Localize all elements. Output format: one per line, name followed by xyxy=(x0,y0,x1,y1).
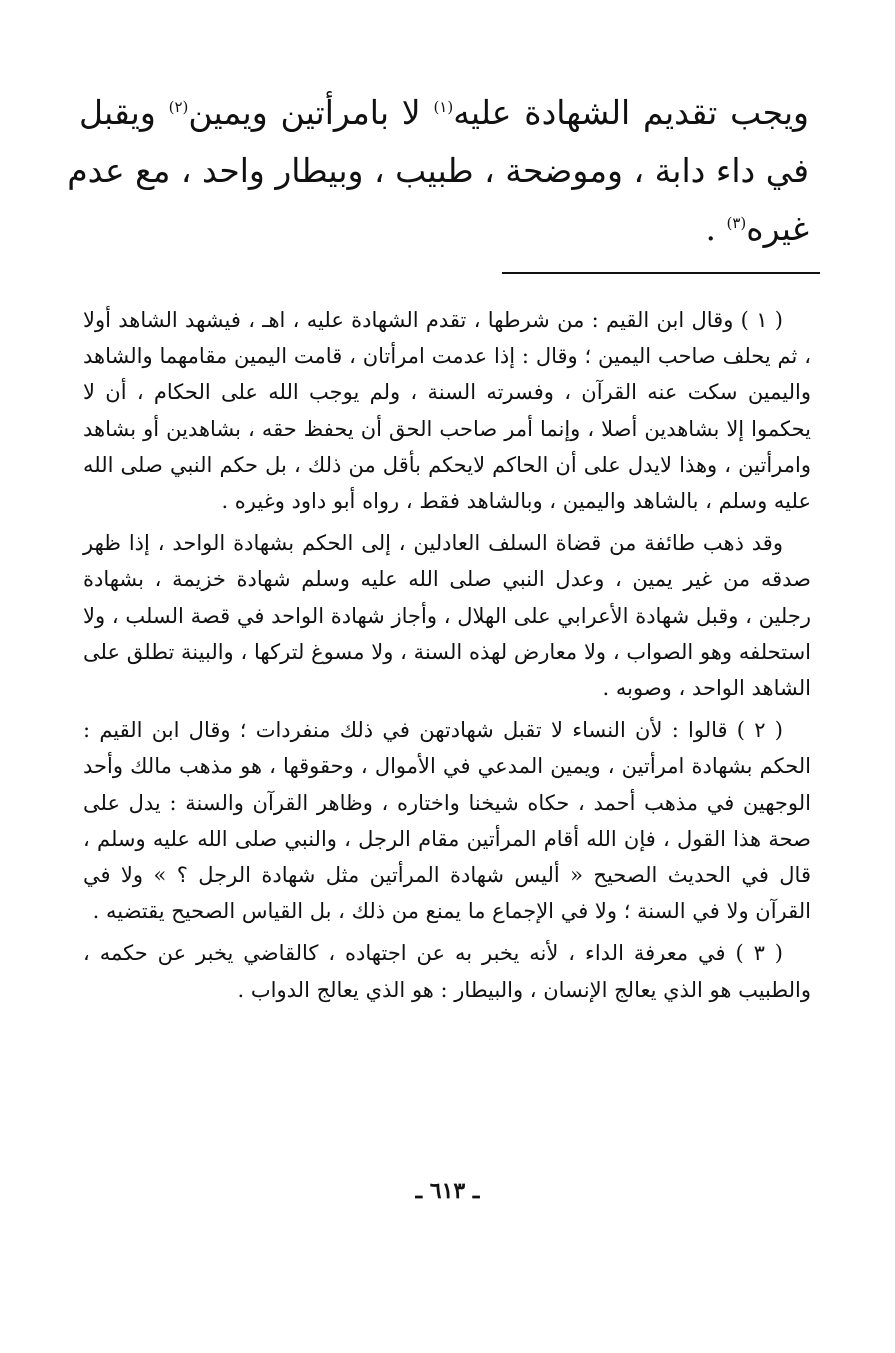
main-text-segment: غيره xyxy=(746,209,809,248)
main-text-segment: ويقبل xyxy=(79,93,169,132)
footnote-2: ( ٢ ) قالوا : لأن النساء لا تقبل شهادتهن في ذلك منفردات ؛ وقال ابن القيم : الحكم بشهادة امرأتين ، ويمين المدعي في الأموال ، وحقوقها ، هو مذهب مالك وأحد الوجهين في مذهب أحمد ، حكاه شيخنا واختاره ، وظاهر القرآن والسنة : يدل على صحة هذا القول ، فإن الله أقام المرأتين مقام الرجل ، والنبي صلى الله عليه وسلم ، قال في الحديث الصحيح « أليس شهادة المرأتين مثل شهادة الرجل ؟ » ولا في القرآن ولا في السنة ؛ ولا في الإجماع ما يمنع من ذلك ، بل القياس الصحيح يقتضيه . xyxy=(83,718,811,924)
main-text-block xyxy=(67,84,809,258)
footnotes-block xyxy=(83,302,811,1014)
footnote-marker-2: (٢) xyxy=(168,98,189,116)
main-text-segment: . xyxy=(705,209,727,248)
main-text-line-2: في داء دابة ، وموضحة ، طبيب ، وبيطار واحد ، مع عدم xyxy=(67,151,809,190)
footnote-marker-3: (٣) xyxy=(726,214,747,232)
footnote-3: ( ٣ ) في معرفة الداء ، لأنه يخبر به عن اجتهاده ، كالقاضي يخبر عن حكمه ، والطبيب هو الذي يعالج الإنسان ، والبيطار : هو الذي يعالج الدواب . xyxy=(83,941,811,1002)
footnote-marker-1: (١) xyxy=(433,98,454,116)
footnote-1: ( ١ ) وقال ابن القيم : من شرطها ، تقدم الشهادة عليه ، اهـ ، فيشهد الشاهد أولا ، ثم يحلف صاحب اليمين ؛ وقال : إذا عدمت امرأتان ، قامت اليمين مقامهما والشاهد واليمين سكت عنه القرآن ، وفسرته السنة ، ولم يوجب الله على الحكام ، أن لا يحكموا إلا بشاهدين أصلا ، وإنما أمر صاحب الحق أن يحفظ حقه ، بشاهدين أو بشاهد وامرأتين ، وهذا لايدل على أن الحاكم لايحكم بأقل من ذلك ، بل حكم النبي صلى الله عليه وسلم ، بالشاهد واليمين ، وبالشاهد فقط ، رواه أبو داود وغيره . xyxy=(83,308,811,514)
main-text-line-3 xyxy=(79,200,809,258)
footnote-separator-rule xyxy=(502,272,820,274)
main-text-segment: لا بامرأتين ويمين xyxy=(188,93,434,132)
main-text-segment: ويجب تقديم الشهادة عليه xyxy=(453,93,809,132)
page-number: ـ ٦١٣ ـ xyxy=(415,1178,480,1204)
main-text-line-1 xyxy=(79,84,809,142)
footnote-1-continued: وقد ذهب طائفة من قضاة السلف العادلين ، إلى الحكم بشهادة الواحد ، إذا ظهر صدقه من غير يمين ، وعدل النبي صلى الله عليه وسلم شهادة خزيمة ، بشهادة رجلين ، وقبل شهادة الأعرابي على الهلال ، وأجاز شهادة الواحد في قصة السلب ، ولا استحلفه وهو الصواب ، ولا معارض لهذه السنة ، ولا مسوغ لتركها ، والبينة تطلق على الشاهد الواحد ، وصوبه . xyxy=(83,531,811,701)
